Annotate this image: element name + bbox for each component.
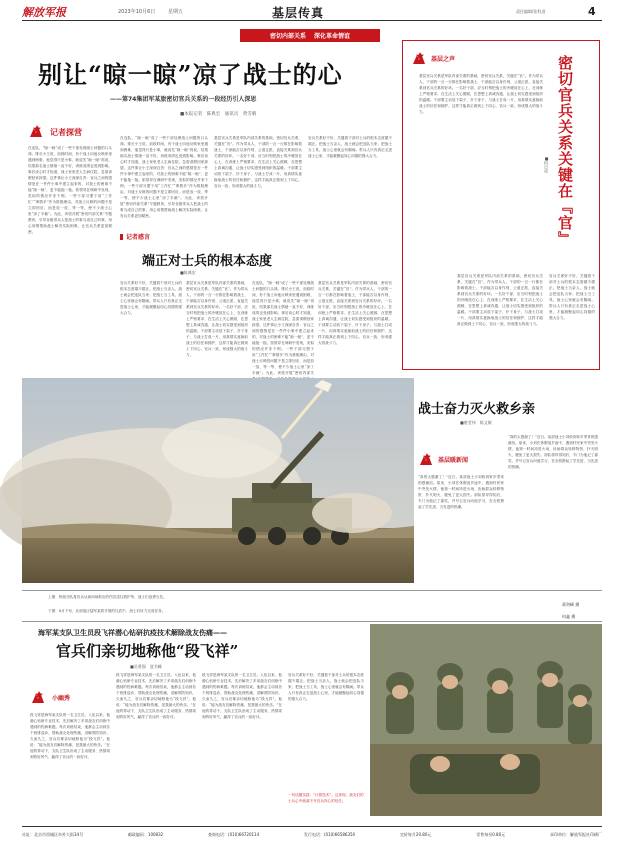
bottom-quote: 一句话题实践：“计算技术”。这体现，战友们的士兵心中就离不开官兵内心的信任。: [288, 793, 364, 803]
artillery-photo-image: [22, 378, 414, 583]
main-body-col2: 在连队，“晾一晾”成了一些干部处理战士问题的口头禅。排长小王说，前段时间，有个战士向他反映家里遇到困难，他觉得只是小事，就说先“晾一晾”再说，结果那名战士情绪一直不好，训练成绩也受到影响。事后谈心时才知道，战士家里老人生病住院，急需请假回家探望。这件事让小王深深自责：官兵之间的感情是在一件件小事中建立起来的，对战士的困难不能“晾一晾”，更不能拖一拖。旅领导在调研中发现，类似的情况并非个例。一些干部习惯于用“工作忙”“事情多”作为推脱理由，对战士反映的问题不是立即回应，而是放一放、等一等，使不少战士心里“凉了半截”。为此，该旅开展“密切内部关系”专题教育，引导各级带兵人把战士的事当成自己的事，用心用情帮助战士解决实际困难，让官兵关系更加紧密。: [120, 136, 208, 218]
commentary-body-col1: 基层官兵关系是军队内部关系的基础，密切官兵关系，关键在“官”。作为带兵人，干部的一言一行都在影响着战士，干部能否以身作则、公道正派，直接关系到官兵关系的好坏。一名好干部，应当时刻把战士的冷暖放在心上，在训练上严格要求、在生活上关心照顾，在思想上真诚沟通，让战士切实感受到组织的温暖。干部要主动放下架子、扑下身子，与战士打成一片，用真情实意换取战士的信任和拥护，这样才能真正做到上下同心、官兵一致，形成强大的战斗力。: [419, 74, 543, 114]
footer-phone: 查询电话：(010)66720114: [208, 832, 260, 837]
photo-story-byline: ■唐莹伟 陈文敏: [460, 420, 492, 425]
sub-body-col1: 官兵关系好不好，关键看干部对士兵的根本态度端不端正。把战士当亲人，战士就会把连队当家；把战士当工具，战士心里就会有隔阂。带兵人只有真正走进战士心里，才能凝聚起同心同德的强大合力。: [120, 281, 182, 315]
soldiers-photo: [370, 624, 602, 816]
issue-date: 2023年10月6日: [118, 9, 156, 15]
bottom-byline: ■吴勇强 聂书峰: [130, 664, 162, 669]
footer-address: 社址：北京市西城区阜外大街34号: [22, 832, 84, 837]
sub-body-col2: 基层官兵关系是军队内部关系的基础，密切官兵关系，关键在“官”。作为带兵人，干部的一言一行都在影响着战士，干部能否以身作则、公道正派，直接关系到官兵关系的好坏。一名好干部，应当时刻把战士的冷暖放在心上，在训练上严格要求、在生活上关心照顾，在思想上真诚沟通，让战士切实感受到组织的温暖。干部要主动放下架子、扑下身子，与战士打成一片，用真情实意换取战士的信任和拥护，这样才能真正做到上下同心、官兵一致，形成强大的战斗力。: [186, 281, 248, 357]
page-number: 4: [588, 5, 596, 18]
artillery-photo: [22, 378, 414, 583]
sub-body-col4: 基层官兵关系是军队内部关系的基础，密切官兵关系，关键在“官”。作为带兵人，干部的一言一行都在影响着战士，干部能否以身作则、公道正派，直接关系到官兵关系的好坏。一名好干部，应当时刻把战士的冷暖放在心上，在训练上严格要求、在生活上关心照顾，在思想上真诚沟通，让战士切实感受到组织的温暖。干部要主动放下架子、扑下身子，与战士打成一片，用真情实意换取战士的信任和拥护，这样才能真正做到上下同心、官兵一致，形成强大的战斗力。: [318, 281, 392, 345]
banner-left: 密切内部关系: [269, 33, 306, 40]
tag-reporter-remarks: [120, 230, 210, 244]
news-body-col2: “真的太感谢了！”近日，某部战士小刘收到家乡寄来的感谢信。原来，小刘在休假返乡途中，遇到村民家中突发火情，他第一时间冲进火场，协助群众转移物资、扑灭明火，避免了更大损失。部队领导得知后，专门为他记了嘉奖，并号召官兵向他学习，在全旅掀起了学先进、当先进的热潮。: [508, 435, 598, 469]
tag-small-show: [30, 690, 110, 706]
star-burst-icon: [30, 690, 46, 704]
commentary-body-col3: 官兵关系好不好，关键看干部对士兵的根本态度端不端正。把战士当亲人，战士就会把连队当家；把战士当工具，战士心里就会有隔阂。带兵人只有真正走进战士心里，才能凝聚起同心同德的强大合力。: [549, 274, 595, 320]
bottom-headline: 官兵们亲切地称他“段飞祥”: [56, 642, 239, 660]
footer-postcode: 邮政编码：100832: [127, 832, 164, 837]
caption-credit-2: 何鑫 摄: [562, 614, 576, 619]
star-burst-icon: [411, 51, 427, 65]
news-body-col1: “真的太感谢了！”近日，某部战士小刘收到家乡寄来的感谢信。原来，小刘在休假返乡途中，遇到村民家中突发火情，他第一时间冲进火场，协助群众转移物资、扑灭明火，避免了更大损失。部队领导得知后，专门为他记了嘉奖，并号召官兵向他学习，在全旅掀起了学先进、当先进的热潮。: [418, 475, 504, 509]
commentary-box: [402, 40, 600, 370]
section-banner: [240, 29, 380, 42]
tag-label: 基层之声: [431, 56, 456, 63]
footer-printer: 承印单位：解放军报社印刷厂: [549, 832, 602, 837]
commentary-author: ■何日成: [544, 156, 549, 173]
main-body-col3: 基层官兵关系是军队内部关系的基础，密切官兵关系，关键在“官”。作为带兵人，干部的一言一行都在影响着战士，干部能否以身作则、公道正派，直接关系到官兵关系的好坏。一名好干部，应当时刻把战士的冷暖放在心上，在训练上严格要求、在生活上关心照顾，在思想上真诚沟通，让战士切实感受到组织的温暖。干部要主动放下架子、扑下身子，与战士打成一片，用真情实意换取战士的信任和拥护，这样才能真正做到上下同心、官兵一致，形成强大的战斗力。: [214, 136, 302, 188]
tag-label: 小幽秀: [52, 695, 71, 702]
tag-label: 记者感言: [126, 234, 151, 241]
star-burst-icon: [418, 452, 434, 466]
bottom-body-col2: 段飞祥是海军某支队的一名卫生员。入伍以来，他潜心钻研专业技术，先后解决了多项战友们训练中遇到的伤病难题。每次训练结束，他都会主动到各个班排巡诊，帮助战友处理伤痛，讲解预防知识。久而久之，官兵们都亲切地称他为“段飞祥”。他说：“能为战友们解除伤痛，是我最大的快乐。”在他的带动下，支队卫生队形成了主动服务、热情周到的好风气，赢得了官兵的一致好评。: [116, 673, 196, 719]
main-headline: 别让“晾一晾”凉了战士的心: [38, 60, 343, 89]
editor-credit: 责任编辑/张科进: [516, 9, 546, 14]
footer-price-single: 零售每份0.80元: [476, 832, 506, 837]
main-body-col1: 在连队，“晾一晾”成了一些干部处理战士问题的口头禅。排长小王说，前段时间，有个战士向他反映家里遇到困难，他觉得只是小事，就说先“晾一晾”再说，结果那名战士情绪一直不好，训练成绩也受到影响。事后谈心时才知道，战士家里老人生病住院，急需请假回家探望。这件事让小王深深自责：官兵之间的感情是在一件件小事中建立起来的，对战士的困难不能“晾一晾”，更不能拖一拖。旅领导在调研中发现，类似的情况并非个例。一些干部习惯于用“工作忙”“事情多”作为推脱理由，对战士反映的问题不是立即回应，而是放一放、等一等，使不少战士心里“凉了半截”。为此，该旅开展“密切内部关系”专题教育，引导各级带兵人把战士的事当成自己的事，用心用情帮助战士解决实际困难，让官兵关系更加紧密。: [28, 146, 112, 234]
newspaper-logo: 解放军报: [22, 6, 66, 19]
caption-strip: [22, 590, 602, 622]
main-byline: ■本报记者 陈典宏 通讯员 黄雪晴: [180, 112, 257, 117]
caption-line-2: 下图：8月下旬，北部战区陆军某旅开展的比武中，战士们协力完成任务。: [48, 609, 166, 613]
masthead-divider: [22, 20, 602, 21]
bottom-body-col4: 官兵关系好不好，关键看干部对士兵的根本态度端不端正。把战士当亲人，战士就会把连队当家；把战士当工具，战士心里就会有隔阂。带兵人只有真正走进战士心里，才能凝聚起同心同德的强大合力。: [288, 673, 364, 701]
bottom-kicker: 海军某支队卫生员段飞祥潜心钻研抗疫技术解除战友伤痛——: [38, 629, 227, 637]
banner-right: 深化革命情谊: [314, 33, 351, 40]
footer: [22, 826, 602, 840]
tag-label: 基层暖新闻: [438, 457, 469, 464]
sub-headline: 端正对士兵的根本态度: [142, 254, 273, 269]
tag-warm-news: [418, 452, 508, 468]
star-burst-icon: [28, 124, 44, 138]
footer-distribution: 发行电话：(010)66586350: [303, 832, 356, 837]
main-body-col4: 官兵关系好不好，关键看干部对士兵的根本态度端不端正。把战士当亲人，战士就会把连队当家；把战士当工具，战士心里就会有隔阂。带兵人只有真正走进战士心里，才能凝聚起同心同德的强大合力。: [308, 136, 392, 158]
main-subtitle: ——第74集团军某旅密切官兵关系的一段经历引人深思: [110, 96, 257, 103]
photo-story-title: 战士奋力灭火救乡亲: [418, 402, 536, 417]
commentary-vertical-title: 密切官兵关系关键在『官』: [556, 55, 574, 247]
caption-line-1: 上图：特战分队将官兵从演训场救出的伤员送往救护所，战士们奋勇当先。: [48, 595, 167, 599]
soldiers-photo-image: [370, 624, 602, 816]
tag-reporter-visit: [28, 124, 118, 140]
bottom-body-col1: 段飞祥是海军某支队的一名卫生员。入伍以来，他潜心钻研专业技术，先后解决了多项战友们训练中遇到的伤病难题。每次训练结束，他都会主动到各个班排巡诊，帮助战友处理伤痛，讲解预防知识。久而久之，官兵们都亲切地称他为“段飞祥”。他说：“能为战友们解除伤痛，是我最大的快乐。”在他的带动下，支队卫生队形成了主动服务、热情周到的好风气，赢得了官兵的一致好评。: [30, 713, 110, 759]
tag-label: 记者探营: [50, 128, 82, 137]
tag-marker: [120, 234, 123, 240]
section-title: 基层传真: [272, 6, 325, 20]
sub-body-col3: 在连队，“晾一晾”成了一些干部处理战士问题的口头禅。排长小王说，前段时间，有个战士向他反映家里遇到困难，他觉得只是小事，就说先“晾一晾”再说，结果那名战士情绪一直不好，训练成绩也受到影响。事后谈心时才知道，战士家里老人生病住院，急需请假回家探望。这件事让小王深深自责：官兵之间的感情是在一件件小事中建立起来的，对战士的困难不能“晾一晾”，更不能拖一拖。旅领导在调研中发现，类似的情况并非个例。一些干部习惯于用“工作忙”“事情多”作为推脱理由，对战士反映的问题不是立即回应，而是放一放、等一等，使不少战士心里“凉了半截”。为此，该旅开展“密切内部关: [252, 281, 314, 375]
caption-credit-1: 蒋剑峰 摄: [562, 602, 580, 607]
sub-byline: ■陈典宏: [180, 270, 196, 275]
footer-price: 定价每月20.80元: [399, 832, 432, 837]
tag-grassroots-voice: [411, 51, 501, 67]
commentary-body-col2: 基层官兵关系是军队内部关系的基础，密切官兵关系，关键在“官”。作为带兵人，干部的一言一行都在影响着战士，干部能否以身作则、公道正派，直接关系到官兵关系的好坏。一名好干部，应当时刻把战士的冷暖放在心上，在训练上严格要求、在生活上关心照顾，在思想上真诚沟通，让战士切实感受到组织的温暖。干部要主动放下架子、扑下身子，与战士打成一片，用真情实意换取战士的信任和拥护，这样才能真正做到上下同心、官兵一致，形成强大的战斗力。: [457, 274, 543, 326]
issue-weekday: 星期五: [168, 9, 184, 15]
bottom-body-col3: 段飞祥是海军某支队的一名卫生员。入伍以来，他潜心钻研专业技术，先后解决了多项战友们训练中遇到的伤病难题。每次训练结束，他都会主动到各个班排巡诊，帮助战友处理伤痛，讲解预防知识。久而久之，官兵们都亲切地称他为“段飞祥”。他说：“能为战友们解除伤痛，是我最大的快乐。”在他的带动下，支队卫生队形成了主动服务、热情周到的好风气，赢得了官兵的一致好评。: [202, 673, 282, 719]
